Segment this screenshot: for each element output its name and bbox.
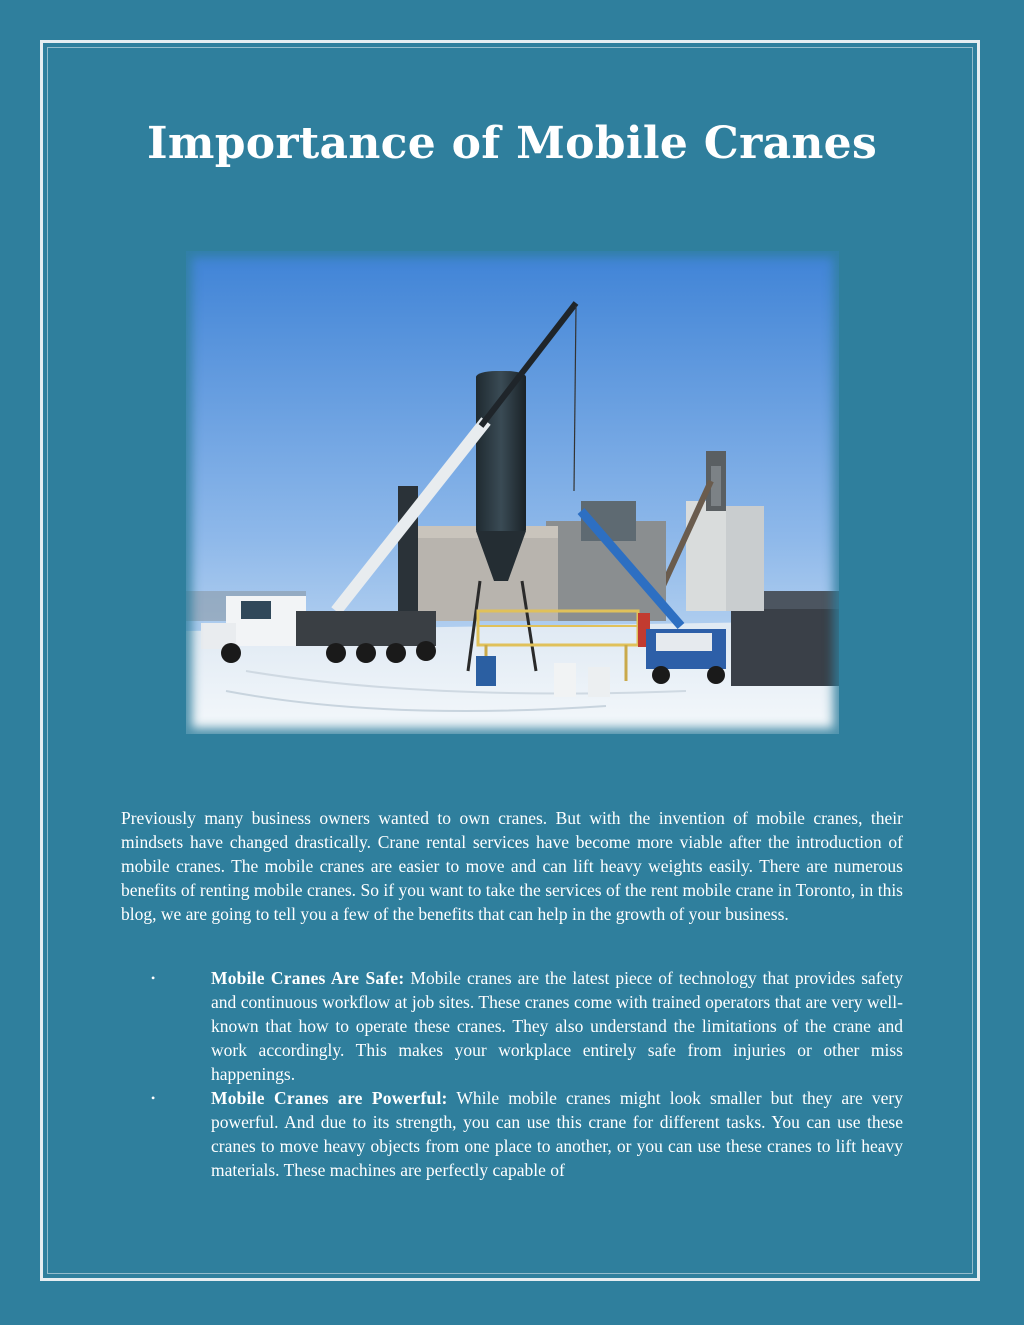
bullet-heading: Mobile Cranes are Powerful:	[211, 1088, 448, 1108]
intro-paragraph: Previously many business owners wanted to own cranes. But with the invention of mobile cranes, their mindsets have changed drastically. Crane rental services have become more viable after the introduction of mobile cranes. The mobile cranes are easier to move and can lift heavy weights easily. There are numerous benefits of renting mobile cranes. So if you want to take the services of the rent mobile crane in Toronto, in this blog, we are going to tell you a few of the benefits that can help in the growth of your business.	[121, 808, 903, 924]
bullet-icon: •	[151, 1091, 156, 1105]
bullet-icon: •	[151, 971, 156, 985]
benefits-list	[121, 966, 903, 1182]
bullet-text: While mobile cranes might look smaller but they are very powerful. And due to its strength, you can use this crane for different tasks. You can use these cranes to move heavy objects from one place to another, or you can use these cranes to lift heavy materials. These machines are perfectly capable of	[211, 1088, 903, 1180]
page-title: Importance of Mobile Cranes	[146, 118, 878, 169]
bullet-text: Mobile cranes are the latest piece of technology that provides safety and continuous workflow at job sites. These cranes come with trained operators that are very well-known that how to operate these cranes. They also understand the limitations of the crane and work accordingly. This makes your workplace entirely safe from injuries or other miss happenings.	[211, 968, 903, 1084]
mobile-crane-photo	[186, 251, 839, 734]
crane-illustration	[186, 251, 839, 734]
list-item	[121, 966, 903, 1086]
list-item	[121, 1086, 903, 1182]
bullet-heading: Mobile Cranes Are Safe:	[211, 968, 405, 988]
